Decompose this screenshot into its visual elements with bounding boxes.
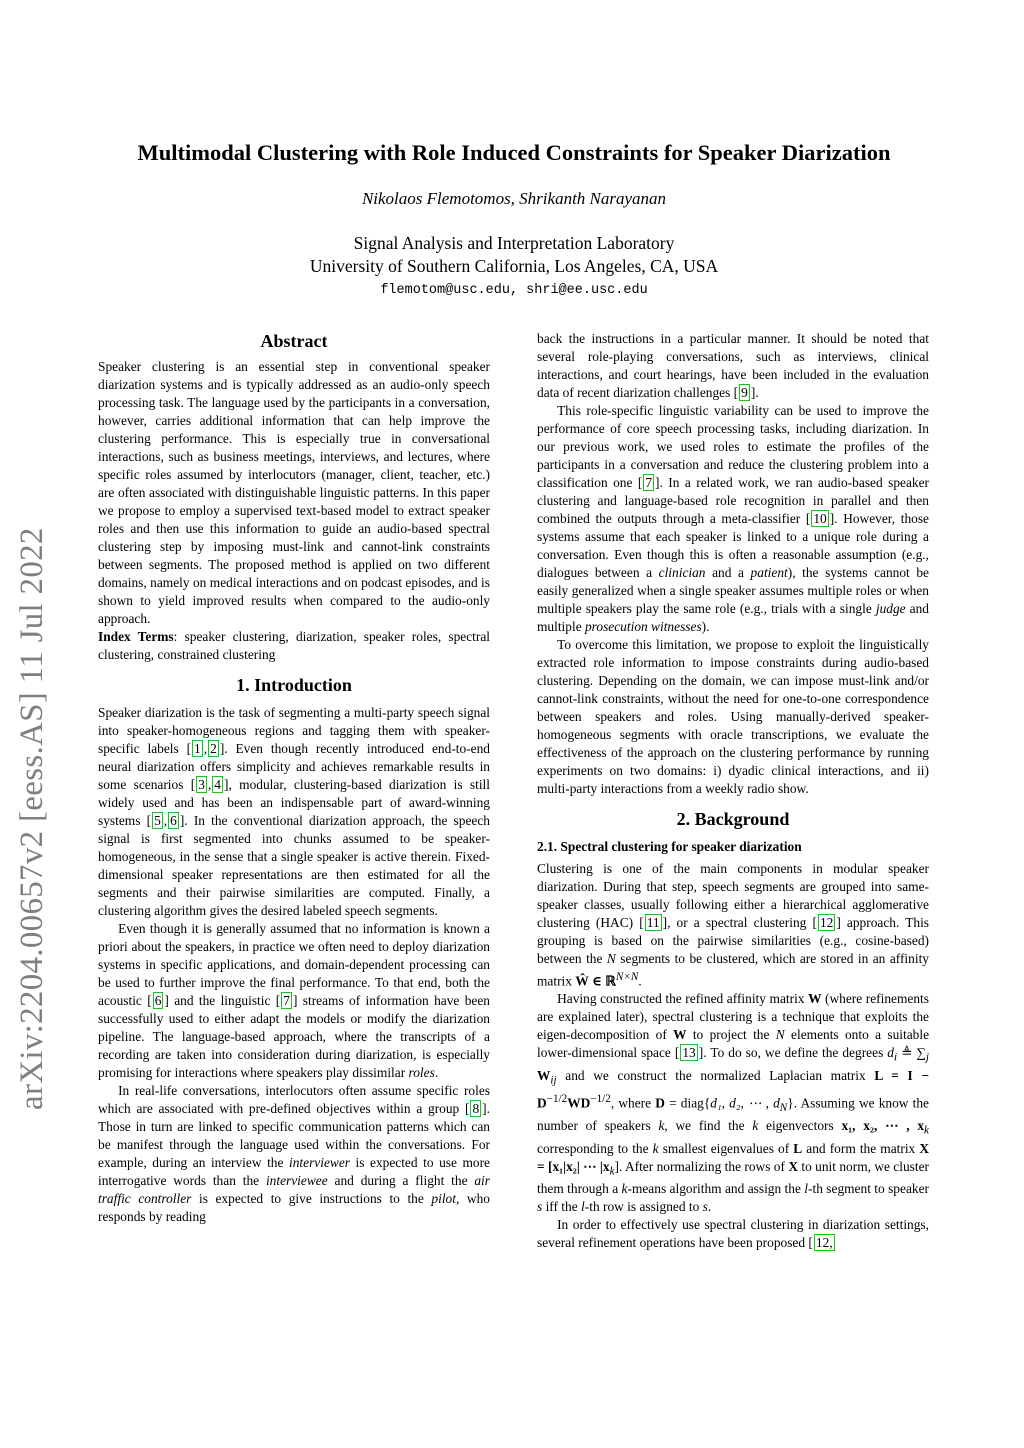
- citation-link[interactable]: 4: [214, 777, 221, 792]
- citation-link[interactable]: 7: [645, 475, 653, 490]
- affiliation: [96, 232, 932, 278]
- intro-paragraph-1: Speaker diarization is the task of segmenting a multi-party speech signal into speaker-homogeneous regions and tagging them with speaker-specific labels [ 1 , 2 ]. Even though recently introduced end-to-end neural diarization offers simplicity and achieves remarkable results in some scenarios [ 3 , 4 ], modular, clustering-based diarization is still widely used and has been an indispensable part of award-winning systems [ 5 , 6 ]. In the conventional diarization approach, the speech signal is first segmented into chunks assumed to be speaker-homogeneous, in the sense that a single speaker is active therein. Fixed-dimensional speaker representations are then estimated for all the segments and their pairwise similarities are computed. Finally, a clustering algorithm gives the desired labeled speech segments.: [98, 705, 490, 918]
- citation-link[interactable]: 7: [283, 993, 290, 1008]
- affiliation-university: University of Southern California, Los Angeles, CA, USA: [309, 256, 719, 276]
- citation-link[interactable]: 10: [813, 511, 827, 526]
- citation-link[interactable]: 8: [472, 1101, 480, 1116]
- intro-paragraph-5: To overcome this limitation, we propose to exploit the linguistically extracted role information to impose constraints during audio-based clustering. Depending on the domain, we can impose must-link and/or cannot-link constraints, without the need for one-to-one correspondence between speakers and roles. Using manually-derived speaker-homogeneous segments with oracle transcriptions, we evaluate the effectiveness of the approach on the clustering performance by running experiments on two domains: i) dyadic clinical interactions, and ii) multi-party interactions from a weekly radio show.: [537, 637, 929, 796]
- citation-link[interactable]: 13: [682, 1045, 696, 1061]
- index-terms-text: : speaker clustering, diarization, speaker roles, spectral clustering, constrained clustering: [98, 629, 490, 662]
- citation-link[interactable]: 11: [646, 915, 660, 930]
- background-paragraph-1: Clustering is one of the main components in modular speaker diarization. During that step, speech segments are grouped into same-speaker classes, usually following either a hierarchical agglomerative clustering (HAC) [ 11 ], or a spectral clustering [ 12 ] approach. This grouping is based on the pairwise similarities (e.g., cosine-based) between the N segments to be clustered, which are stored in an affinity matrix Ŵ ∈ ℝ$^{N\times N}$.: [537, 861, 930, 989]
- index-terms: [98, 628, 490, 664]
- background-paragraph-2: Having constructed the refined affinity matrix W (where refinements are explained later), spectral clustering is a technique that exploits the eigen-decomposition of W to project the N elements onto a suitable lower-dimensional space [ 13 ]. To do so, we define the degrees $d_i$ ≜ $\sum_j$ $W_{ij}$ and we construct the normalized Laplacian matrix $L = I - D^{-1/2}WD^{-1/2}$, where D = diag{d₁, d₂, ⋯ , $d_N$}. Assuming we know the number of speakers k, we find the k eigenvectors x₁, x₂, ⋯ , $x_k$ corresponding to the k smallest eigenvalues of L and form the matrix X = [x₁|x₂| ⋯ $|x_k$]. After normalizing the rows of X to unit norm, we cluster them through a k-means algorithm and assign the l-th segment to speaker s iff the l-th row is assigned to s.: [537, 991, 930, 1215]
- citation-link[interactable]: 6: [170, 813, 177, 828]
- left-column: [98, 330, 490, 1226]
- introduction-heading: 1. Introduction: [236, 675, 352, 695]
- abstract-heading: Abstract: [260, 331, 328, 351]
- citation-link[interactable]: 1: [194, 741, 201, 756]
- citation-link[interactable]: 2: [210, 741, 217, 756]
- paper-authors: Nikolaos Flemotomos, Shrikanth Narayanan: [361, 189, 667, 208]
- author-emails: flemotom@usc.edu, shri@ee.usc.edu: [380, 283, 648, 298]
- index-terms-label: Index Terms: [98, 629, 174, 644]
- citation-link[interactable]: 12: [819, 915, 834, 930]
- abstract-text: Speaker clustering is an essential step in conventional speaker diarization systems and is typically addressed as an audio-only speech processing task. The language used by the participants in a conversation, however, carries additional information that can help improve the clustering performance. This is especially true in conversational interactions, such as business meetings, interviews, and lectures, where specific roles assumed by interlocutors (manager, client, teacher, etc.) are often associated with distinguishable linguistic patterns. In this paper we propose to employ a supervised text-based model to extract speaker roles and then use this information to guide an audio-based spectral clustering step by imposing must-link and cannot-link constraints between segments. The proposed method is applied on two different domains, namely on medical interactions and on podcast episodes, and is shown to yield improved results when compared to the audio-only approach.: [98, 359, 490, 626]
- background-heading: 2. Background: [676, 809, 790, 829]
- background-paragraph-3: In order to effectively use spectral clustering in diarization settings, several refinement operations have been proposed [ 12,: [537, 1217, 929, 1251]
- citation-link[interactable]: 5: [154, 813, 161, 828]
- arxiv-identifier: arXiv:2204.00657v2 [eess.AS] 11 Jul 2022: [14, 527, 50, 1110]
- citation-link[interactable]: 3: [198, 777, 205, 792]
- paper-title: Multimodal Clustering with Role Induced Constraints for Speaker Diarization: [137, 140, 891, 165]
- right-column: [537, 330, 929, 1252]
- intro-paragraph-2: Even though it is generally assumed that no information is known a priori about the speakers, in practice we often need to deploy diarization systems in specific applications, and domain-dependent processing can be used to further improve the final performance. To that end, both the acoustic [ 6 ] and the linguistic [ 7 ] streams of information have been successfully used to either adapt the models or modify the diarization pipeline. The language-based approach, where the transcripts of a recording are taken into consideration during diarization, is especially promising for interactions where speakers play dissimilar roles.: [98, 921, 490, 1080]
- citation-link[interactable]: 9: [741, 385, 748, 400]
- intro-paragraph-3: In real-life conversations, interlocutors often assume specific roles which are associated with pre-defined objectives within a group [ 8 ]. Those in turn are linked to specific communication patterns which can be manifest through the language used within the conversations. For example, during an interview the interviewer is expected to use more interrogative words than the interviewee and during a flight the air traffic controller is expected to give instructions to the pilot, who responds by reading: [98, 1083, 490, 1224]
- intro-paragraph-4: This role-specific linguistic variability can be used to improve the performance of core speech processing tasks, including diarization. In our previous work, we used roles to estimate the profiles of the participants in a conversation and reduce the clustering problem into a classification one [ 7 ]. In a related work, we ran audio-based speaker clustering and language-based role recognition in parallel and then combined the outputs through a meta-classifier [ 10 ]. However, those systems assume that each speaker is linked to a unique role during a conversation. Even though this is often a reasonable assumption (e.g., dialogues between a clinician and a patient), the systems cannot be easily generalized when a single speaker assumes multiple roles or when multiple speakers play the same role (e.g., trials with a single judge and multiple prosecution witnesses).: [537, 403, 930, 634]
- subsection-heading: 2.1. Spectral clustering for speaker diarization: [537, 839, 802, 854]
- citation-link[interactable]: 6: [154, 993, 162, 1008]
- intro-paragraph-3-cont: back the instructions in a particular manner. It should be noted that several role-playing conversations, such as interviews, clinical interactions, and court hearings, have been included in the evaluation data of recent diarization challenges [ 9 ].: [537, 331, 929, 400]
- citation-link[interactable]: 12,: [815, 1235, 833, 1251]
- affiliation-lab: Signal Analysis and Interpretation Laboratory: [353, 233, 675, 253]
